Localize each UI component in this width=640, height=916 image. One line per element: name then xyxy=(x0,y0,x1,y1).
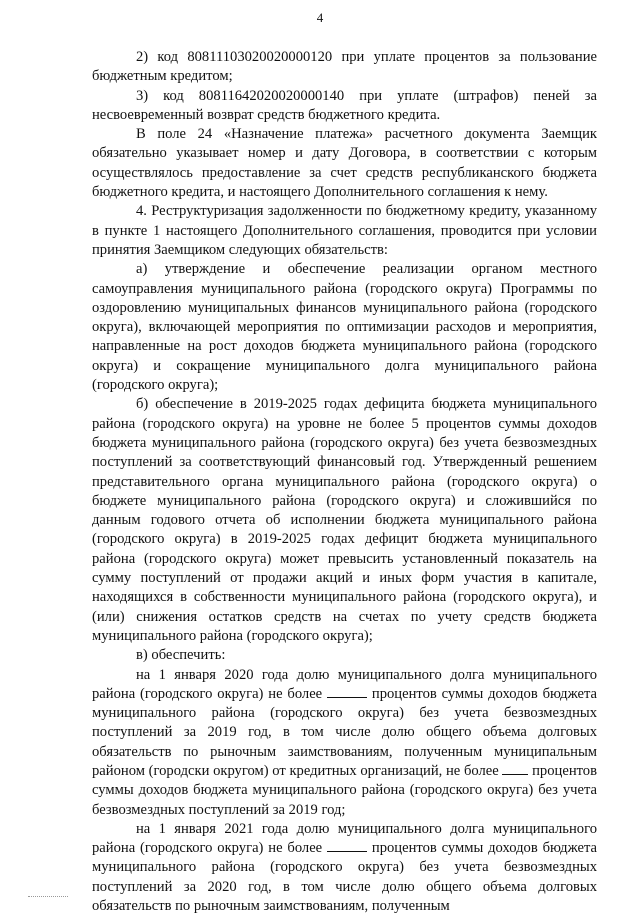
paragraph-clause-4v: в) обеспечить: xyxy=(136,647,226,664)
text-2021-part2: процентов суммы доходов бюджета муниципального района (городского округа) без учета безвозмездных поступлений за 2020 год, в том числе долю общего объема долговых обязательств по рыночным заимствованиям, полученным xyxy=(92,840,597,915)
footer-divider xyxy=(28,896,68,897)
paragraph-code-penalty: 3) код 80811642020020000140 при уплате (штрафов) пеней за несвоевременный возврат средств бюджетного кредита. xyxy=(92,87,597,123)
paragraph-field-24: В поле 24 «Назначение платежа» расчетного документа Заемщик обязательно указывает номер и дату Договора, в соответствии с которым осуществлялось предоставление за счет средств республиканского бюджета бюджетного кредита, и настоящего Дополнительного соглашения к нему. xyxy=(92,126,597,201)
text-2020-part3: процентов суммы доходов бюджета муниципального района (городского округа) без учета безвозмездных поступлений за 2019 год; xyxy=(92,762,597,818)
paragraph-clause-4v-2021 xyxy=(92,820,597,916)
text-2020-part1: на 1 января 2020 года долю муниципального долга муниципального района (городского округа) не более xyxy=(92,666,597,702)
blank-field-2020-market xyxy=(502,762,528,775)
paragraph-clause-4b: б) обеспечение в 2019-2025 годах дефицита бюджета муниципального района (городского округа) на уровне не более 5 процентов суммы доходов бюджета муниципального района (городского округа) без учета безвозмездных поступлений за соответствующий финансовый год. Утвержденный решением представительного органа муниципального района (городского округа) о бюджете муниципального района (городского округа) и сложившийся по данным годового отчета об исполнении бюджета муниципального района (городского округа) в 2019-2025 годах дефицит бюджета муниципального района (городского округа) может превысить установленный показатель на сумму поступлений от продажи акций и иных форм участия в капитале, находящихся в собственности муниципального района (городского округа), и (или) снижения остатков средств на счетах по учету средств бюджета муниципального района (городского округа); xyxy=(92,396,597,644)
blank-field-2021-total xyxy=(327,839,367,852)
page-number: 4 xyxy=(316,10,324,25)
blank-field-2020-total xyxy=(327,685,367,698)
text-2021-part1: на 1 января 2021 года долю муниципального долга муниципального района (городского округа) не более xyxy=(92,820,597,857)
paragraph-clause-4v-2020 xyxy=(92,666,597,820)
text-2020-part2: процентов суммы доходов бюджета муниципального района (городского округа) без учета безвозмездных поступлений за 2019 год, в том числе долю общего объема долговых обязательств по рыночным заимствованиям, полученным муниципальным районом (городски округом) от кредитных организаций, не более xyxy=(92,685,597,779)
paragraph-clause-4a: а) утверждение и обеспечение реализации органом местного самоуправления муниципального района (городского округа) Программы по оздоровлению муниципальных финансов муниципального района (городского округа), включающей мероприятия по оптимизации расходов и мероприятия, направленные на рост доходов бюджета муниципального района (городского округа) и сокращение муниципального долга муниципального района (городского округа); xyxy=(92,261,597,394)
paragraph-clause-4: 4. Реструктуризация задолженности по бюджетному кредиту, указанному в пункте 1 настоящего Дополнительного соглашения, проводится при условии принятия Заемщиком следующих обязательств: xyxy=(92,203,597,258)
document-body xyxy=(92,48,597,916)
paragraph-code-interest: 2) код 80811103020020000120 при уплате процентов за пользование бюджетным кредитом; xyxy=(92,49,597,85)
